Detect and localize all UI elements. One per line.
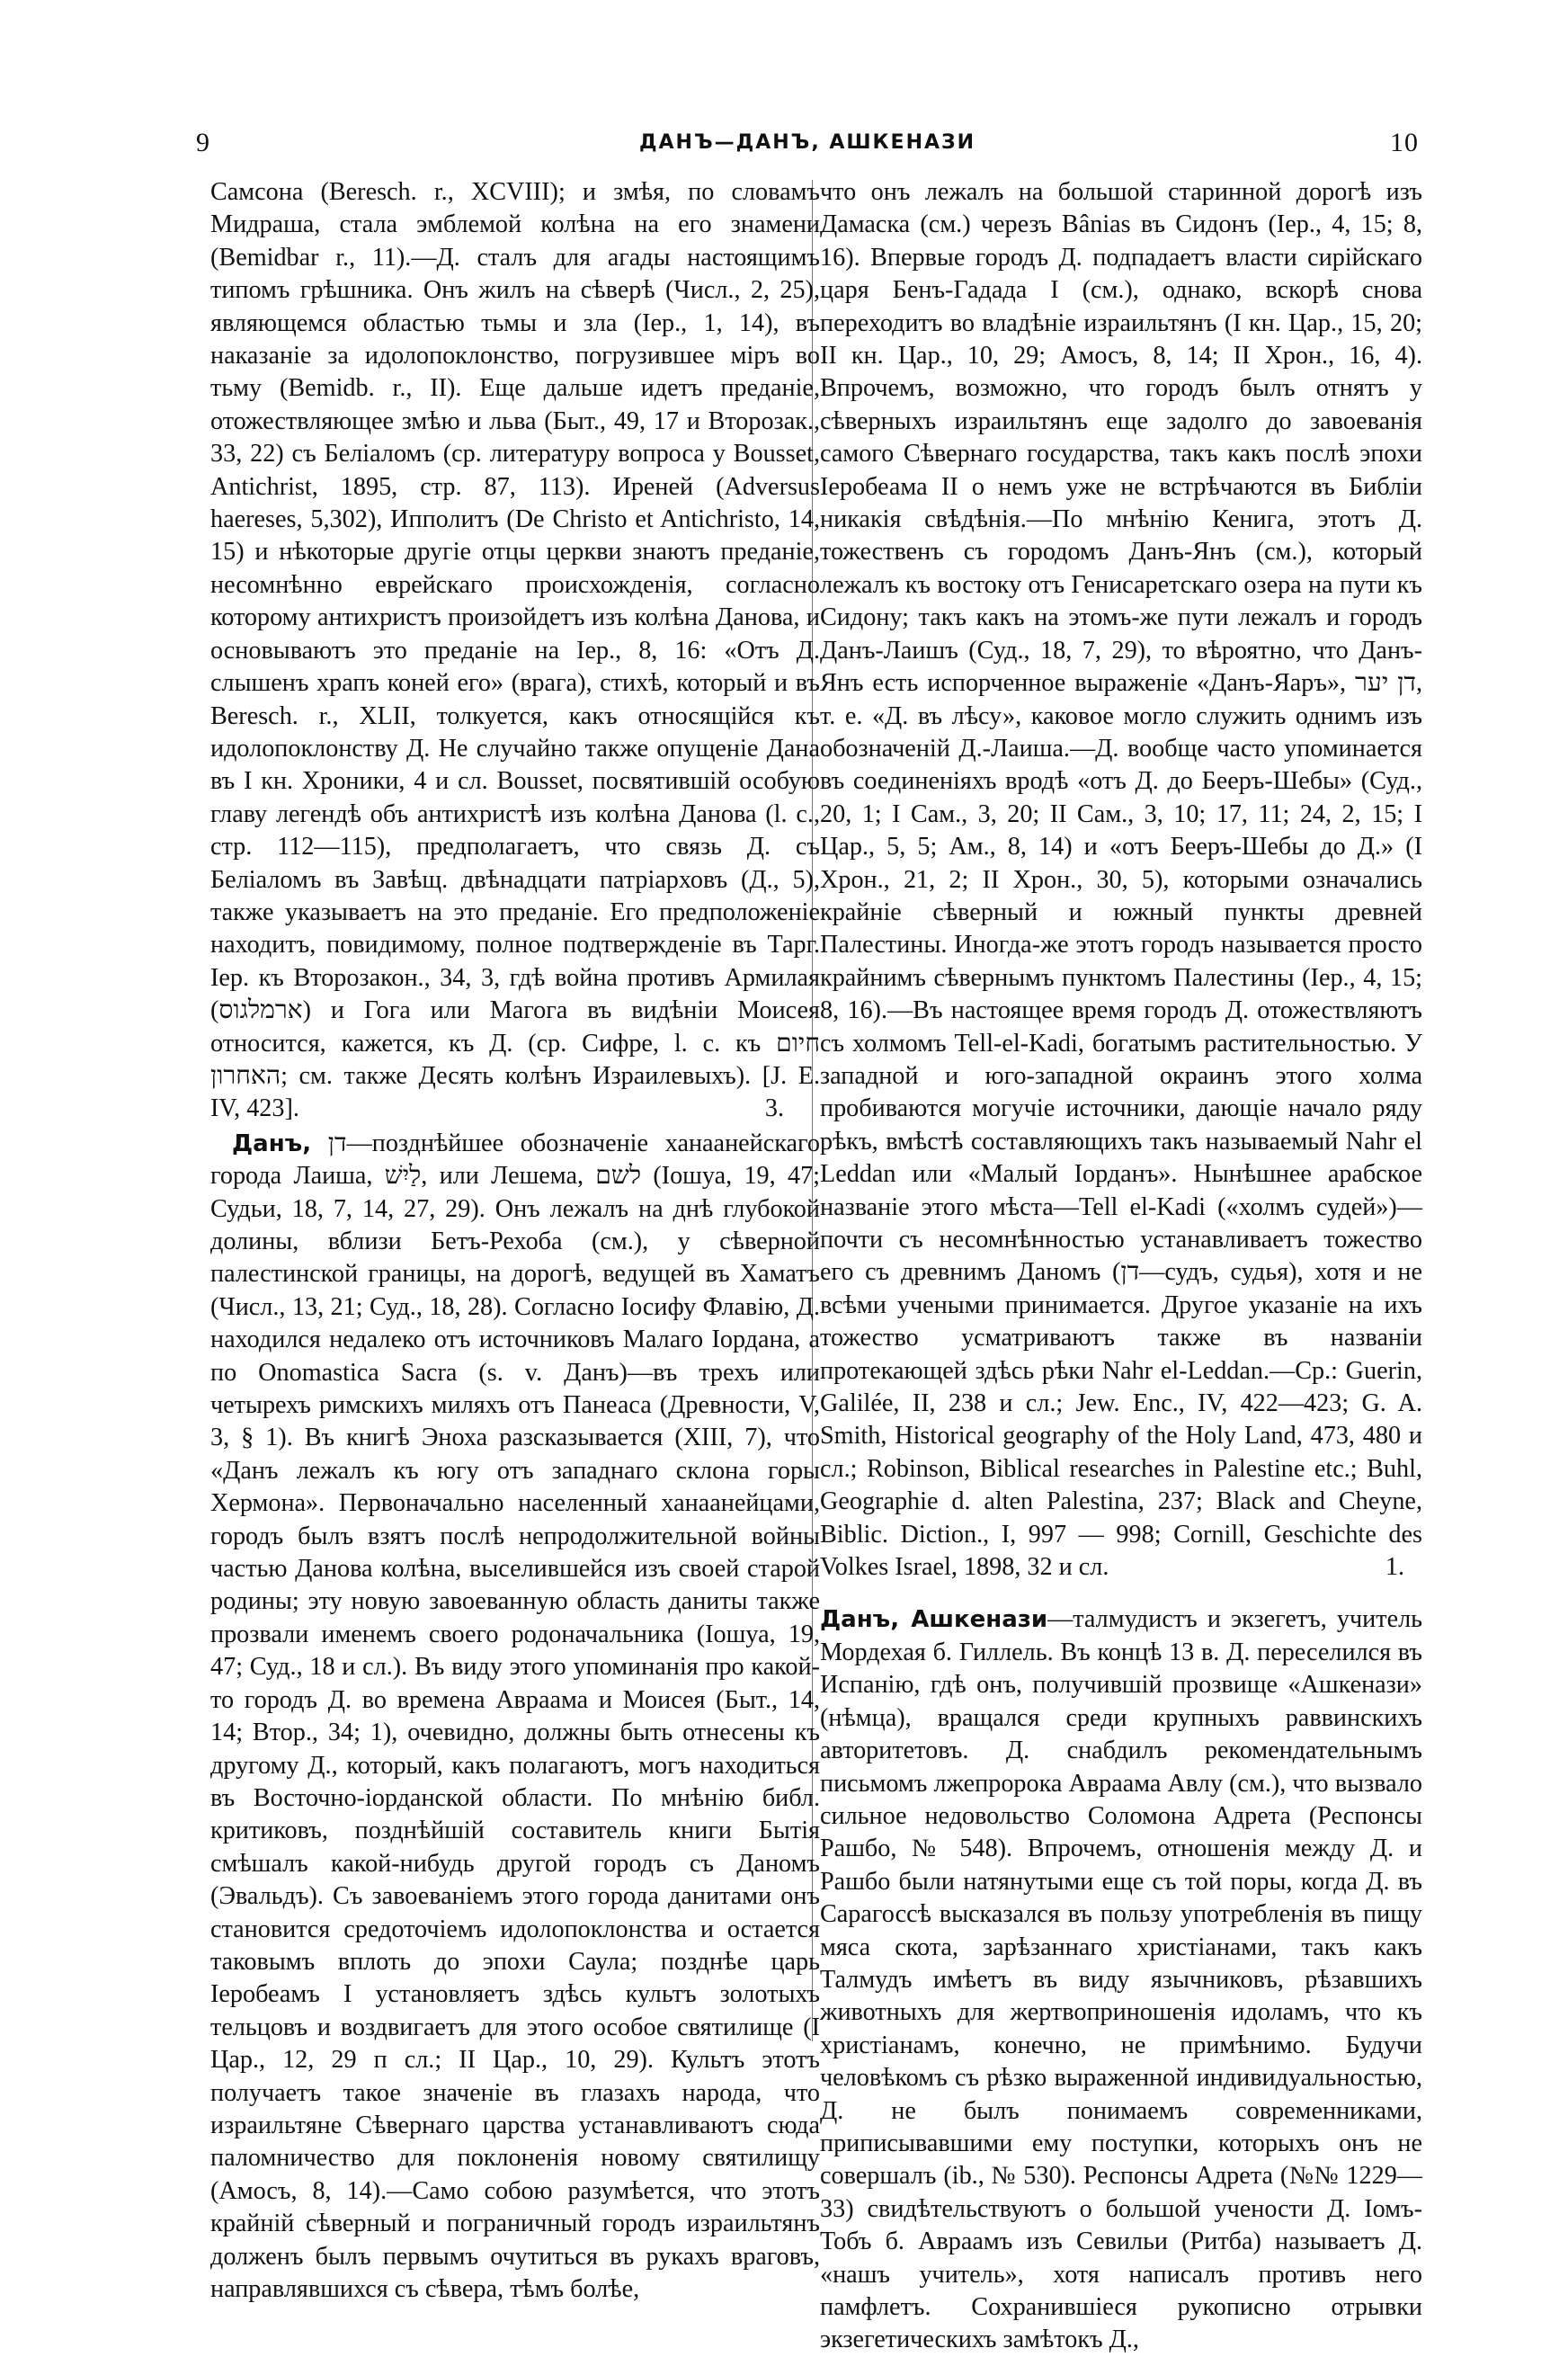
left-column [210, 176, 820, 2306]
article-text: Самсона (Beresch. r., XCVIII); и змѣя, по словамъ Мидраша, стала эмблемой колѣна на его знамени (Bemidbar r., 11).—Д. сталъ для агады настоящимъ типомъ грѣшника. Онъ жилъ на сѣверѣ (Числ., 2, 25), являющемся областью тьмы и зла (Іер., 1, 14), въ наказаніе за идолопоклонство, погрузившее міръ во тьму (Bemidb. r., II). Еще дальше идетъ преданіе, отожествляющее змѣю и льва (Быт., 49, 17 и Второзак., 33, 22) съ Беліаломъ (ср. литературу вопроса у Bousset, Antichrist, 1895, стр. 87, 113). Иреней (Adversus haereses, 5,302), Ипполитъ (De Christo et Antichristo, 14, 15) и нѣкоторые другіе отцы церкви знаютъ преданіе, несомнѣнно еврейскаго происхожденія, согласно которому антихристъ произойдетъ изъ колѣна Данова, и основываютъ это преданіе на Іер., 8, 16: «Отъ Д. слышенъ храпъ коней его» (врага), стихѣ, который и въ Beresch. r., XLII, толкуется, какъ относящійся къ идолопоклонству Д. Не случайно также опущеніе Дана въ I кн. Хроники, 4 и сл. Bousset, посвятившій особую главу легендѣ объ антихристѣ изъ колѣна Данова (l. c., стр. 112—115), предполагаетъ, что связь Д. съ Беліаломъ въ Завѣщ. двѣнадцати патріарховъ (Д., 5), также указываетъ на это преданіе. Его предположеніе находитъ, повидимому, полное подтвержденіе въ Тарг. Іер. къ Второзакон., 34, 3, гдѣ война противъ Армилая (ארמלגוס) и Гога или Магога въ видѣніи Моисея относится, кажется, къ Д. (ср. Сифре, l. c. къ חיום האחרון; см. также Десять колѣнъ Израилевыхъ). [J. E. IV, 423]. [210, 178, 820, 1123]
article-heading: Данъ, [232, 1129, 312, 1157]
article-text: דן—позднѣйшее обозначеніе ханаанейскаго города Лаиша, לַיִשׁ, или Лешема, לשם (Іошуа, 19, 47; Судьи, 18, 7, 14, 27, 29). Онъ лежалъ на днѣ глубокой долины, вблизи Бетъ-Рехоба (см.), у сѣверной палестинской границы, на дорогѣ, ведущей въ Хаматъ (Числ., 13, 21; Суд., 18, 28). Согласно Іосифу Флавію, Д. находился недалеко отъ источниковъ Малаго Іордана, а по Onomastica Sacra (s. v. Данъ)—въ трехъ или четырехъ римскихъ миляхъ отъ Панеаса (Древности, V, 3, § 1). Въ книгѣ Эноха разсказывается (XIII, 7), что «Данъ лежалъ къ югу отъ западнаго склона горы Хермона». Первоначально населенный ханаанейцами, городъ былъ взятъ послѣ непродолжительной войны частью Данова колѣна, выселившейся изъ своей старой родины; эту новую завоеванную область даниты также прозвали именемъ своего родоначальника (Іошуа, 19, 47; Суд., 18 и сл.). Въ виду этого упоминанія про какой-то городъ Д. во времена Авраама и Моисея (Быт., 14, 14; Втор., 34; 1), очевидно, должны быть отнесены къ другому Д., который, какъ полагаютъ, могъ находиться въ Восточно-іорданской области. По мнѣнію библ. критиковъ, позднѣйшій составитель книги Бытія смѣшалъ какой-нибудь другой городъ съ Даномъ (Эвальдъ). Съ завоеваніемъ этого города данитами онъ становится средоточіемъ идолопоклонства и остается таковымъ вплоть до эпохи Саула; позднѣе царь Іеробеамъ I установляетъ здѣсь культъ золотыхъ тельцовъ и воздвигаетъ для этого особое святилище (I Цар., 12, 29 п сл.; II Цар., 10, 29). Культъ этотъ получаетъ такое значеніе въ глазахъ народа, что израильтяне Сѣвернаго царства устанавливаютъ сюда паломничество для поклоненія новому святилищу (Амосъ, 8, 14).—Само собою разумѣется, что этотъ крайній сѣверный и пограничный городъ израильтянъ долженъ былъ первымъ очутиться въ рукахъ враговъ, направлявшихся съ сѣвера, тѣмъ болѣе, [210, 1129, 821, 2303]
author-signature: 3. [764, 1094, 784, 1123]
article-continuation [210, 176, 820, 1126]
article-dan-ashkenazi [820, 1603, 1422, 2356]
article-dan-city [210, 1128, 820, 2307]
article-text: что онъ лежалъ на большой старинной дорогѣ изъ Дамаска (см.) черезъ Bânias въ Сидонъ (Іер., 4, 15; 8, 16). Впервые городъ Д. подпадаетъ власти сирійскаго царя Бенъ-Гадада I (см.), однако, вскорѣ снова переходитъ во владѣніе израильтянъ (I кн. Цар., 15, 20; II кн. Цар., 10, 29; Амосъ, 8, 14; II Хрон., 16, 4). Впрочемъ, возможно, что городъ былъ отнятъ у сѣверныхъ израильтянъ еще задолго до завоеванія самого Сѣвернаго государства, такъ какъ послѣ эпохи Іеробеама II о немъ уже не встрѣчаются въ Библіи никакія свѣдѣнія.—По мнѣнію Кенига, этотъ Д. тожественъ съ городомъ Данъ-Янъ (см.), который лежалъ къ востоку отъ Генисаретскаго озера на пути къ Сидону; такъ какъ на этомъ-же пути лежалъ и городъ Данъ-Лаишъ (Суд., 18, 7, 29), то вѣроятно, что Данъ-Янъ есть испорченное выраженіе «Данъ-Яаръ», דן יער, т. е. «Д. въ лѣсу», каковое могло служить однимъ изъ обозначеній Д.-Лаиша.—Д. вообще часто упоминается въ соединеніяхъ вродѣ «отъ Д. до Бееръ-Шебы» (Суд., 20, 1; I Сам., 3, 20; II Сам., 3, 10; 17, 11; 24, 2, 15; I Цар., 5, 5; Ам., 8, 14) и «отъ Бееръ-Шебы до Д.» (I Хрон., 21, 2; II Хрон., 30, 5), которыми означались крайніе сѣверный и южный пункты древней Палестины. Иногда-же этотъ городъ называется просто крайнимъ сѣвернымъ пунктомъ Палестины (Іер., 4, 15; 8, 16).—Въ настоящее время городъ Д. отожествляютъ съ холмомъ Tell-el-Kadi, богатымъ растительностью. У западной и юго-западной окраинъ этого холма пробиваются могучіе источники, дающіе начало ряду рѣкъ, вмѣстѣ составляющихъ такъ называемый Nahr el Leddan или «Малый Іорданъ». Нынѣшнее арабское названіе этого мѣста—Tell el-Kadi («холмъ судей»)—почти съ несомнѣнностью устанавливаетъ тожество его съ древнимъ Даномъ (דן—судъ, судья), хотя и не всѣми учеными принимается. Другое указаніе на ихъ тожество усматриваютъ также въ названіи протекающей здѣсь рѣки Nahr el-Leddan.—Cp.: Guerin, Galilée, II, 238 и сл.; Jew. Enc., IV, 422—423; G. A. Smith, Historical geography of the Holy Land, 473, 480 и сл.; Robinson, Biblical researches in Palestine etc.; Buhl, Geographie d. alten Palestina, 237; Black and Cheyne, Biblic. Diction., I, 997 — 998; Cornill, Geschichte des Volkes Israel, 1898, 32 и сл. [820, 178, 1422, 1582]
page-number-left: 9 [196, 128, 210, 157]
running-head [196, 128, 1419, 164]
page-number-right: 10 [1390, 128, 1419, 157]
author-signature: 1. [1385, 1553, 1404, 1582]
article-heading: Данъ, Ашкенази [820, 1606, 1048, 1634]
article-text: —талмудистъ и экзегетъ, учитель Мордехая б. Гиллель. Въ концѣ 13 в. Д. переселился въ Испанію, гдѣ онъ, получившій прозвище «Ашкенази» (нѣмца), вращался среди крупныхъ раввинскихъ авторитетовъ. Д. снабдилъ рекомендательнымъ письмомъ лжепророка Авраама Авлу (см.), что вызвало сильное недовольство Соломона Адрета (Респонсы Рашбо, № 548). Впрочемъ, отношенія между Д. и Рашбо были натянутыми еще съ той поры, когда Д. въ Сарагоссѣ высказался въ пользу употребленія въ пищу мяса скота, зарѣзаннаго христіанами, такъ какъ Талмудъ имѣетъ въ виду язычниковъ, рѣзавшихъ животныхъ для жертвоприношенія идоламъ, что къ христіанамъ, конечно, не примѣнимо. Будучи человѣкомъ съ рѣзко выраженной индивидуальностью, Д. не былъ понимаемъ современниками, приписывавшими ему поступки, которыхъ онъ не совершалъ (ib., № 530). Респонсы Адрета (№№ 1229—33) свидѣтельствуютъ о большой учености Д. Іомъ-Тобъ б. Авраамъ изъ Севильи (Ритба) называетъ Д. «нашъ учитель», хотя написалъ противъ него памфлетъ. Сохранившіеся рукописно отрывки экзегетическихъ замѣтокъ Д., [820, 1605, 1422, 2354]
article-continuation [820, 176, 1422, 1584]
page-title: ДАНЪ—ДАНЪ, АШКЕНАЗИ [638, 131, 976, 154]
right-column [820, 176, 1422, 2357]
